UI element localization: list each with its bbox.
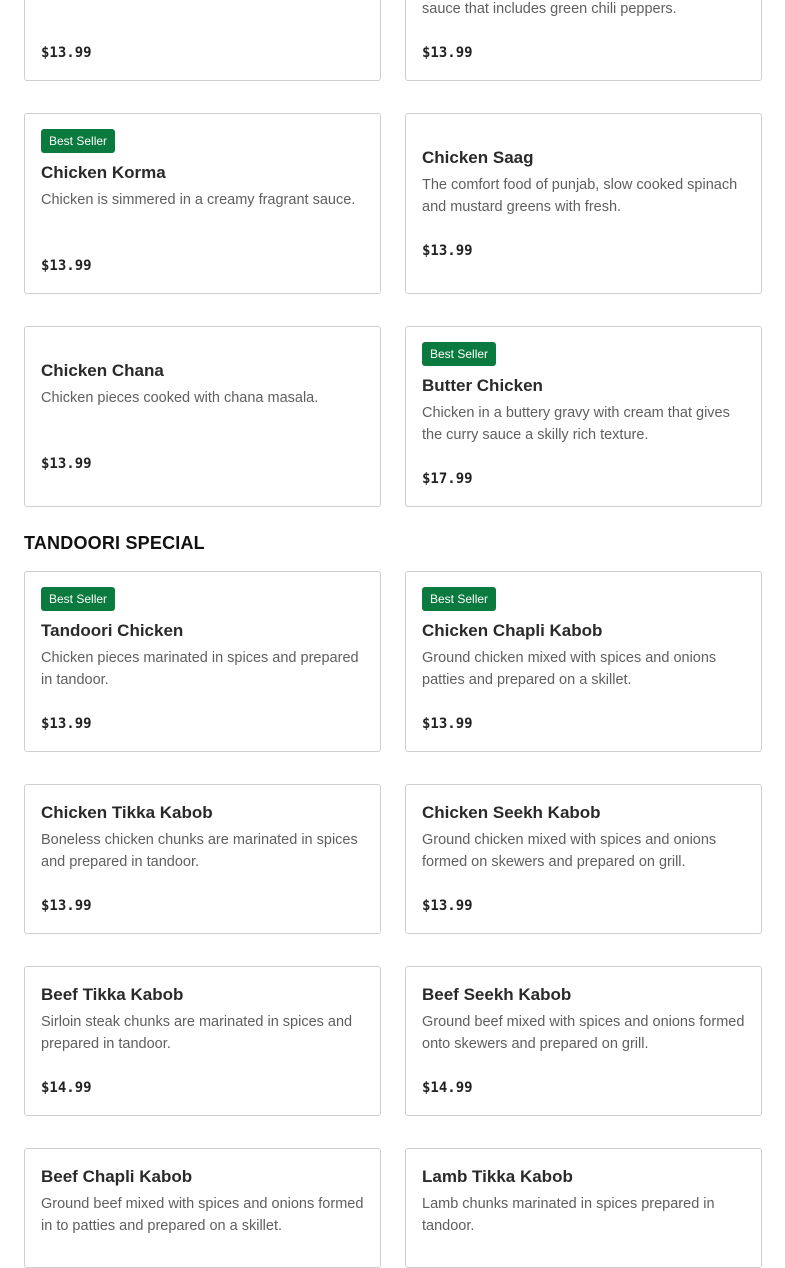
item-price: $13.99 (41, 258, 92, 274)
best-seller-badge: Best Seller (422, 587, 496, 611)
item-name: Chicken Chana (41, 361, 164, 380)
item-description: Lamb chunks marinated in spices prepared in tandoor. (422, 1196, 715, 1234)
item-description: Chicken pieces cooked with chana masala. (41, 390, 319, 406)
item-description: The comfort food of punjab, slow cooked spinach and mustard greens with fresh. (422, 177, 738, 215)
item-description: Boneless chicken chunks are marinated in spices and prepared in tandoor. (41, 832, 358, 870)
item-description: Sirloin steak chunks are marinated in spices and prepared in tandoor. (41, 1014, 353, 1052)
item-price: $14.99 (41, 1080, 92, 1096)
menu-item-chicken-chapli-kabob[interactable] (405, 571, 762, 752)
item-description: Chicken in a buttery gravy with cream that gives the curry sauce a skilly rich texture. (422, 405, 730, 443)
item-name: Tandoori Chicken (41, 621, 184, 640)
menu-item-chicken-chana[interactable] (24, 326, 381, 507)
menu-item-butter-chicken[interactable] (405, 326, 762, 507)
menu-item-beef-tikka-kabob[interactable] (24, 966, 381, 1116)
menu-item-card[interactable] (405, 0, 762, 81)
item-name: Beef Chapli Kabob (41, 1167, 193, 1186)
menu-item-beef-seekh-kabob[interactable] (405, 966, 762, 1116)
item-price: $13.99 (41, 45, 92, 61)
best-seller-badge: Best Seller (41, 587, 115, 611)
menu-item-beef-chapli-kabob[interactable] (24, 1148, 381, 1268)
menu-item-card[interactable] (24, 0, 381, 81)
item-price: $14.99 (422, 1080, 473, 1096)
menu-item-chicken-tikka-kabob[interactable] (24, 784, 381, 934)
menu-item-chicken-korma[interactable] (24, 113, 381, 294)
best-seller-badge: Best Seller (41, 129, 115, 153)
item-price: $13.99 (422, 898, 473, 914)
item-name: Chicken Chapli Kabob (422, 621, 603, 640)
item-name: Chicken Tikka Kabob (41, 803, 213, 822)
item-description: Ground chicken mixed with spices and onions formed on skewers and prepared on grill. (422, 832, 717, 870)
item-description: Ground chicken mixed with spices and onions patties and prepared on a skillet. (422, 650, 717, 688)
item-name: Chicken Korma (41, 163, 166, 182)
item-name: Chicken Saag (422, 148, 534, 167)
item-name: Lamb Tikka Kabob (422, 1167, 573, 1186)
item-price: $13.99 (422, 243, 473, 259)
item-price: $13.99 (422, 45, 473, 61)
menu-item-tandoori-chicken[interactable] (24, 571, 381, 752)
item-price: $13.99 (41, 716, 92, 732)
menu-item-chicken-seekh-kabob[interactable] (405, 784, 762, 934)
item-price: $13.99 (41, 898, 92, 914)
best-seller-badge: Best Seller (422, 342, 496, 366)
item-price: $13.99 (422, 716, 473, 732)
item-name: Chicken Seekh Kabob (422, 803, 601, 822)
item-price: $17.99 (422, 471, 473, 487)
section-title-tandoori-special: TANDOORI SPECIAL (24, 533, 205, 553)
menu-item-lamb-tikka-kabob[interactable] (405, 1148, 762, 1268)
item-name: Butter Chicken (422, 376, 543, 395)
item-description: Chicken pieces marinated in spices and prepared in tandoor. (41, 650, 359, 688)
item-name: Beef Seekh Kabob (422, 985, 572, 1004)
item-description: sauce that includes green chili peppers. (422, 1, 677, 17)
item-description: Chicken is simmered in a creamy fragrant sauce. (41, 192, 356, 208)
item-description: Ground beef mixed with spices and onions formed in to patties and prepared on a skillet. (41, 1196, 364, 1234)
menu-item-chicken-saag[interactable] (405, 113, 762, 294)
item-name: Beef Tikka Kabob (41, 985, 184, 1004)
item-price: $13.99 (41, 456, 92, 472)
item-description: Ground beef mixed with spices and onions formed onto skewers and prepared on grill. (422, 1014, 745, 1052)
